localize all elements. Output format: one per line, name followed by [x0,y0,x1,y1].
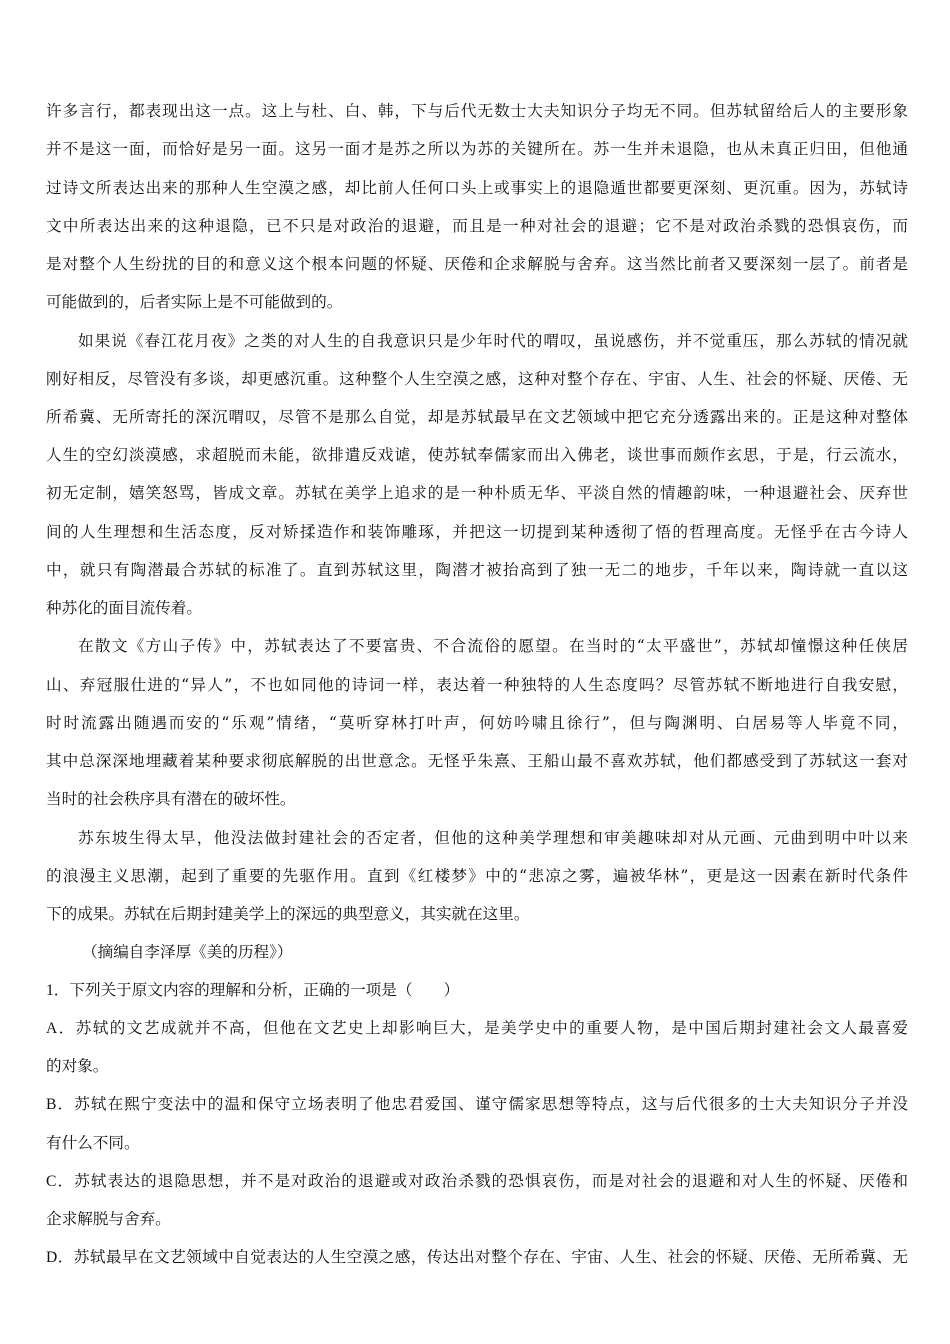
text-line: 山、弃冠服仕进的“异人”，不也如同他的诗词一样，表达着一种独特的人生态度吗？尽管苏轼不断地进行自我安慰， [46,676,908,694]
option-line: 有什么不同。 [46,1135,140,1152]
text-line: 种苏化的面目流传着。 [46,599,202,617]
text-line: 其中总深深地埋藏着某种要求彻底解脱的出世意念。无怪乎朱熹、王船山最不喜欢苏轼，他们都感受到了苏轼这一套对 [46,752,908,770]
text-line: 时时流露出随遇而安的“乐观”情绪，“莫听穿林打叶声，何妨吟啸且徐行”，但与陶渊明、白居易等人毕竟不同， [46,714,908,732]
text-line: 刚好相反，尽管没有多谈，却更感沉重。这种整个人生空漠之感，这种对整个存在、宇宙、人生、社会的怀疑、厌倦、无 [46,370,908,388]
text-line: 是对整个人生纷扰的目的和意义这个根本问题的怀疑、厌倦和企求解脱与舍弃。这当然比前者又要深刻一层了。前者是 [46,255,908,273]
text-line: 在散文《方山子传》中，苏轼表达了不要富贵、不合流俗的愿望。在当时的“太平盛世”，苏轼却憧憬这种任侠居 [78,637,908,655]
text-line: 并不是这一面，而恰好是另一面。这另一面才是苏之所以为苏的关键所在。苏一生并未退隐，也从未真正归田，但他通 [46,140,908,158]
article-source: （摘编自李泽厚《美的历程》） [82,943,293,961]
text-line: 过诗文所表达出来的那种人生空漠之感，却比前人任何口头上或事实上的退隐遁世都要更深刻、更沉重。因为，苏轼诗 [46,179,908,197]
option-line: A．苏轼的文艺成就并不高，但他在文艺史上却影响巨大，是美学史中的重要人物，是中国后期封建社会文人最喜爱 [46,1020,908,1037]
text-line: 初无定制，嬉笑怒骂，皆成文章。苏轼在美学上追求的是一种朴质无华、平淡自然的情趣韵味，一种退避社会、厌弃世 [46,484,908,502]
option-line: C．苏轼表达的退隐思想，并不是对政治的退避或对政治杀戮的恐惧哀伤，而是对社会的退避和对人生的怀疑、厌倦和 [46,1173,908,1190]
text-line: 文中所表达出来的这种退隐，已不只是对政治的退避，而且是一种对社会的退避；它不是对政治杀戮的恐惧哀伤，而 [46,217,908,235]
text-line: 如果说《春江花月夜》之类的对人生的自我意识只是少年时代的喟叹，虽说感伤，并不觉重压，那么苏轼的情况就 [78,332,908,350]
text-line: 的浪漫主义思潮，起到了重要的先驱作用。直到《红楼梦》中的“悲凉之雾，遍被华林”，更是这一因素在新时代条件 [46,867,908,885]
text-line: 人生的空幻淡漠感，求超脱而未能，欲排遣反戏谑，使苏轼奉儒家而出入佛老，谈世事而颇作玄思，于是，行云流水， [46,446,908,464]
option-line: 的对象。 [46,1058,109,1075]
text-line: 间的人生理想和生活态度，反对矫揉造作和装饰雕琢，并把这一切提到某种透彻了悟的哲理高度。无怪乎在古今诗人 [46,523,908,541]
option-line: 企求解脱与舍弃。 [46,1211,171,1228]
text-line: 所希冀、无所寄托的深沉喟叹，尽管不是那么自觉，却是苏轼最早在文艺领域中把它充分透露出来的。正是这种对整体 [46,408,908,426]
text-line: 中，就只有陶潜最合苏轼的标准了。直到苏轼这里，陶潜才被抬高到了独一无二的地步，千年以来，陶诗就一直以这 [46,561,908,579]
text-line: 苏东坡生得太早，他没法做封建社会的否定者，但他的这种美学理想和审美趣味却对从元画、元曲到明中叶以来 [78,829,908,847]
question-stem: 1．下列关于原文内容的理解和分析，正确的一项是（ ） [46,982,460,999]
option-line: B．苏轼在熙宁变法中的温和保守立场表明了他忠君爱国、谨守儒家思想等特点，这与后代很多的士大夫知识分子并没 [46,1096,908,1113]
option-line: D．苏轼最早在文艺领域中自觉表达的人生空漠之感，传达出对整个存在、宇宙、人生、社会的怀疑、厌倦、无所希冀、无 [46,1249,908,1266]
text-line: 当时的社会秩序具有潜在的破坏性。 [46,790,296,808]
text-line: 许多言行，都表现出这一点。这上与杜、白、韩，下与后代无数士大夫知识分子均无不同。但苏轼留给后人的主要形象 [46,102,908,120]
text-line: 可能做到的，后者实际上是不可能做到的。 [46,293,343,311]
text-line: 下的成果。苏轼在后期封建美学上的深远的典型意义，其实就在这里。 [46,905,530,923]
